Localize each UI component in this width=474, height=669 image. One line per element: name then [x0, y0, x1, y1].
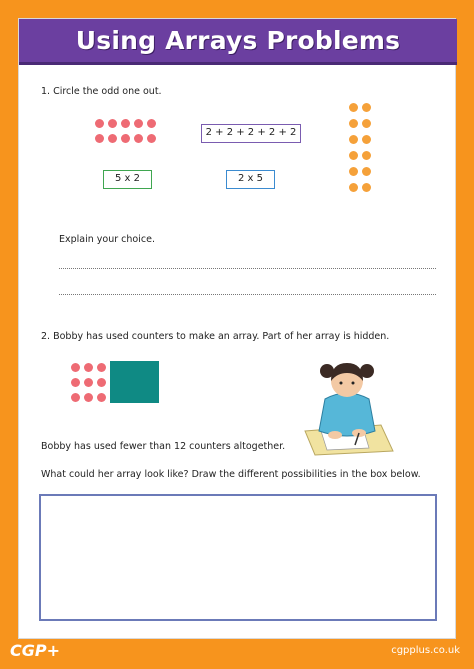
- multiplication-box-5x2: 5 x 2: [103, 170, 152, 189]
- footer-url: cgpplus.co.uk: [391, 645, 460, 656]
- counter-dot: [95, 134, 104, 143]
- answer-line[interactable]: [59, 268, 436, 269]
- title-banner: [19, 19, 457, 65]
- counter-dot: [349, 103, 358, 112]
- counter-dot: [362, 135, 371, 144]
- page-title: Using Arrays Problems: [75, 26, 401, 55]
- counter-dot: [108, 119, 117, 128]
- counter-dot: [97, 393, 106, 402]
- counter-dot: [71, 378, 80, 387]
- counter-dot: [97, 363, 106, 372]
- partial-counter-array: [71, 363, 107, 403]
- counter-dot: [84, 363, 93, 372]
- hidden-array-cover: [110, 361, 159, 403]
- counter-limit-text: Bobby has used fewer than 12 counters altogether.: [41, 441, 286, 452]
- girl-drawing-illustration: [297, 359, 397, 457]
- counter-dot: [362, 183, 371, 192]
- worksheet-page: [18, 18, 456, 639]
- orange-counter-array: [349, 103, 373, 195]
- counter-dot: [349, 183, 358, 192]
- answer-line[interactable]: [59, 294, 436, 295]
- drawing-answer-box[interactable]: [39, 494, 437, 621]
- counter-dot: [362, 167, 371, 176]
- question-1-prompt: 1. Circle the odd one out.: [41, 86, 162, 97]
- question-2-ask: What could her array look like? Draw the different possibilities in the box below.: [41, 469, 421, 480]
- counter-dot: [84, 393, 93, 402]
- counter-dot: [349, 119, 358, 128]
- counter-dot: [147, 134, 156, 143]
- counter-dot: [147, 119, 156, 128]
- repeated-addition-box: 2 + 2 + 2 + 2 + 2: [201, 124, 301, 143]
- counter-dot: [108, 134, 117, 143]
- counter-dot: [95, 119, 104, 128]
- counter-dot: [84, 378, 93, 387]
- counter-dot: [362, 103, 371, 112]
- counter-dot: [134, 134, 143, 143]
- question-2-prompt: 2. Bobby has used counters to make an array. Part of her array is hidden.: [41, 331, 390, 342]
- cgp-logo: CGP+: [10, 641, 61, 660]
- counter-dot: [349, 151, 358, 160]
- counter-dot: [349, 135, 358, 144]
- counter-dot: [349, 167, 358, 176]
- counter-dot: [121, 134, 130, 143]
- red-counter-array: [95, 119, 159, 145]
- explain-prompt: Explain your choice.: [59, 234, 155, 245]
- counter-dot: [134, 119, 143, 128]
- counter-dot: [97, 378, 106, 387]
- counter-dot: [71, 363, 80, 372]
- counter-dot: [121, 119, 130, 128]
- counter-dot: [71, 393, 80, 402]
- multiplication-box-2x5: 2 x 5: [226, 170, 275, 189]
- counter-dot: [362, 151, 371, 160]
- counter-dot: [362, 119, 371, 128]
